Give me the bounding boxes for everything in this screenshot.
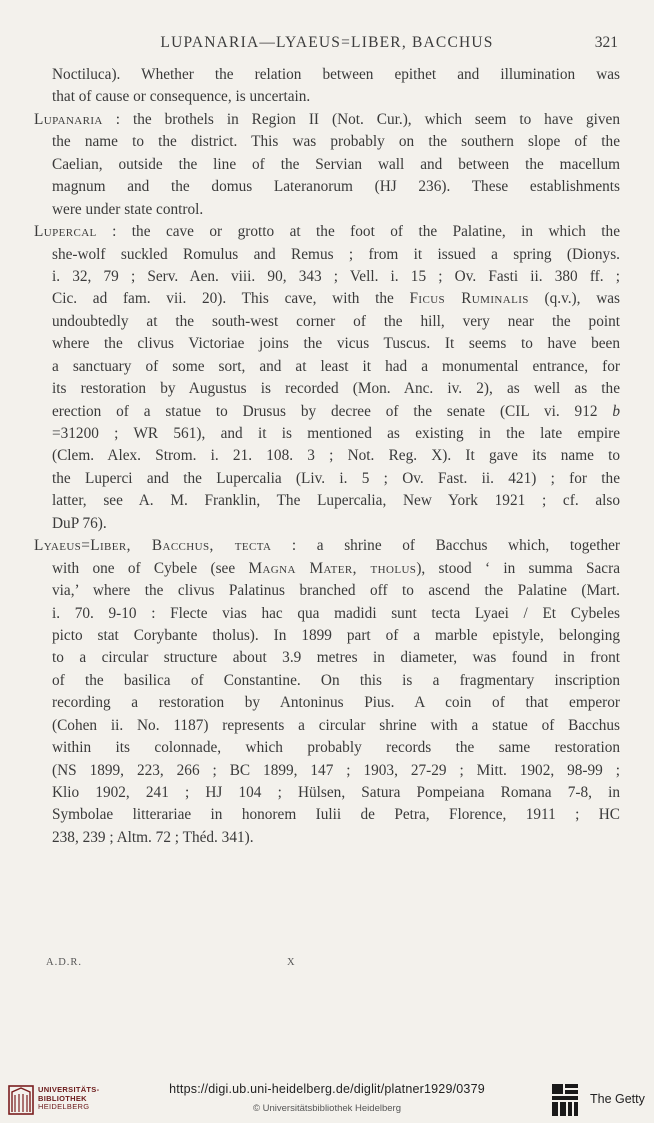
text-line <box>34 356 620 378</box>
text-run: Caelian, outside the line of the Servian wall and between the macellum <box>52 155 620 173</box>
running-head <box>0 34 654 56</box>
text-run: : the cave or grotto at the foot of the Palatine, in which the <box>96 223 620 241</box>
text-run: i. 32, 79 ; Serv. Aen. viii. 90, 343 ; Vell. i. 15 ; Ov. Fasti ii. 380 ff. ; <box>52 267 620 285</box>
text-run: to a circular structure about 3.9 metres in diameter, was found in front <box>52 649 620 667</box>
copyright-notice: © Universitätsbibliothek Heidelberg <box>253 1103 401 1114</box>
text-run: (q.v.), was <box>528 290 620 308</box>
library-name-line-2: BIBLIOTHEK <box>38 1093 87 1103</box>
text-line <box>34 445 620 467</box>
text-run: a sanctuary of some sort, and at least it had a monumental entrance, for <box>52 357 620 375</box>
viewer-footer <box>0 1080 654 1123</box>
text-run: Klio 1902, 241 ; HJ 104 ; Hülsen, Satura Pompeiana Romana 7-8, in <box>52 784 620 801</box>
text-run: the Luperci and the Lupercalia (Liv. i. 5 ; Ov. Fast. ii. 421) ; for the <box>52 469 620 487</box>
entry-headword: Lupercal <box>34 223 97 241</box>
text-run: recording a restoration by Antoninus Pius. A coin of that emperor <box>52 694 620 712</box>
body-text <box>34 64 620 849</box>
library-name-line-1: UNIVERSITÄTS- <box>38 1085 100 1094</box>
text-run: ), stood ‘ in summa Sacra <box>416 559 620 577</box>
text-line <box>34 647 620 669</box>
text-run: that of cause or consequence, is uncertain. <box>52 88 311 106</box>
text-run: she-wolf suckled Romulus and Remus ; from it issued a spring (Dionys. <box>52 245 620 263</box>
signature-mark: X <box>287 957 296 968</box>
text-line <box>34 131 620 153</box>
text-line <box>34 513 620 535</box>
text-line <box>34 378 620 400</box>
text-line <box>34 692 620 714</box>
page-signature <box>0 957 654 973</box>
text-line <box>34 625 620 647</box>
running-title: LUPANARIA—LYAEUS=LIBER, BACCHUS <box>160 34 494 51</box>
text-line <box>34 535 620 557</box>
text-line <box>34 737 620 759</box>
entry-headword: Magna Mater, tholus <box>248 559 417 577</box>
text-line <box>34 782 620 804</box>
text-line <box>34 827 620 849</box>
text-run: (Cohen ii. No. 1187) represents a circular shrine with a statue of Bacchus <box>52 716 620 734</box>
signature-initials: A.D.R. <box>46 957 83 968</box>
text-run: (Clem. Alex. Strom. i. 21. 108. 3 ; Not. Reg. X). It gave its name to <box>52 447 620 465</box>
text-run: of the basilica of Constantine. On this is a fragmentary inscription <box>52 671 620 689</box>
text-run: the name to the district. This was probably on the southern slope of the <box>52 133 620 151</box>
text-line <box>34 670 620 692</box>
library-name-line-3: HEIDELBERG <box>38 1102 90 1111</box>
text-line <box>34 64 620 86</box>
text-run: with one of Cybele (see <box>52 559 249 577</box>
text-run: Cic. ad fam. vii. 20). This cave, with the <box>52 290 410 308</box>
text-run: Noctiluca). Whether the relation between epithet and illumination was <box>52 66 620 83</box>
entry-headword: Lyaeus=Liber, Bacchus, tecta <box>34 537 272 555</box>
text-run: magnum and the domus Lateranorum (HJ 236). These establishments <box>52 178 620 196</box>
text-line <box>34 176 620 198</box>
text-run: =31200 ; WR 561), and it is mentioned as existing in the late empire <box>52 425 620 442</box>
getty-name: The Getty <box>590 1092 645 1106</box>
text-run: picto stat Corybante tholus). In 1899 part of a marble epistyle, belonging <box>52 626 620 644</box>
entry-headword: Lupanaria <box>34 110 103 128</box>
text-line <box>34 468 620 490</box>
text-line <box>34 311 620 333</box>
text-line <box>34 154 620 176</box>
text-line <box>34 244 620 266</box>
text-run: Symbolae litterariae in honorem Iulii de Petra, Florence, 1911 ; HC <box>52 806 620 824</box>
text-run: DuP 76). <box>52 514 107 532</box>
text-run: b <box>612 402 620 420</box>
text-line <box>34 86 620 108</box>
text-line <box>34 760 620 782</box>
text-line <box>34 333 620 355</box>
text-run: via,’ where the clivus Palatinus branched off to ascend the Palatine (Mart. <box>52 582 620 600</box>
text-run: were under state control. <box>52 200 204 218</box>
text-run: undoubtedly at the south-west corner of the hill, very near the point <box>52 312 620 330</box>
text-line <box>34 288 620 310</box>
text-line <box>34 401 620 423</box>
text-line <box>34 715 620 737</box>
text-run: i. 70. 9-10 : Flecte vias hac qua madidi sunt tecta Lyaei / Et Cybeles <box>52 604 620 622</box>
text-line <box>34 266 620 288</box>
text-line <box>34 804 620 826</box>
text-run: : the brothels in Region II (Not. Cur.), which seem to have given <box>102 110 620 128</box>
text-run: 238, 239 ; Altm. 72 ; Théd. 341). <box>52 828 254 846</box>
text-run: erection of a statue to Drusus by decree of the senate (CIL vi. 912 <box>52 402 613 420</box>
permalink-url[interactable]: https://digi.ub.uni-heidelberg.de/diglit/platner1929/0379 <box>169 1082 485 1096</box>
text-line <box>34 558 620 580</box>
page-number: 321 <box>594 34 618 51</box>
text-line <box>34 199 620 221</box>
text-run: latter, see A. M. Franklin, The Lupercalia, New York 1921 ; cf. also <box>52 492 620 510</box>
entry-headword: Ficus Ruminalis <box>409 290 529 308</box>
text-run: within its colonnade, which probably records the same restoration <box>52 739 620 757</box>
text-run: where the clivus Victoriae joins the vicus Tuscus. It seems to have been <box>52 335 620 353</box>
text-line <box>34 603 620 625</box>
text-line <box>34 221 620 243</box>
text-line <box>34 580 620 602</box>
text-run: (NS 1899, 223, 266 ; BC 1899, 147 ; 1903, 27-29 ; Mitt. 1902, 98-99 ; <box>52 761 620 779</box>
text-run: its restoration by Augustus is recorded (Mon. Anc. iv. 2), as well as the <box>52 380 620 398</box>
getty-logo-icon <box>551 1083 579 1117</box>
text-run: : a shrine of Bacchus which, together <box>271 537 620 555</box>
text-line <box>34 423 620 445</box>
text-line <box>34 490 620 512</box>
text-line <box>34 109 620 131</box>
